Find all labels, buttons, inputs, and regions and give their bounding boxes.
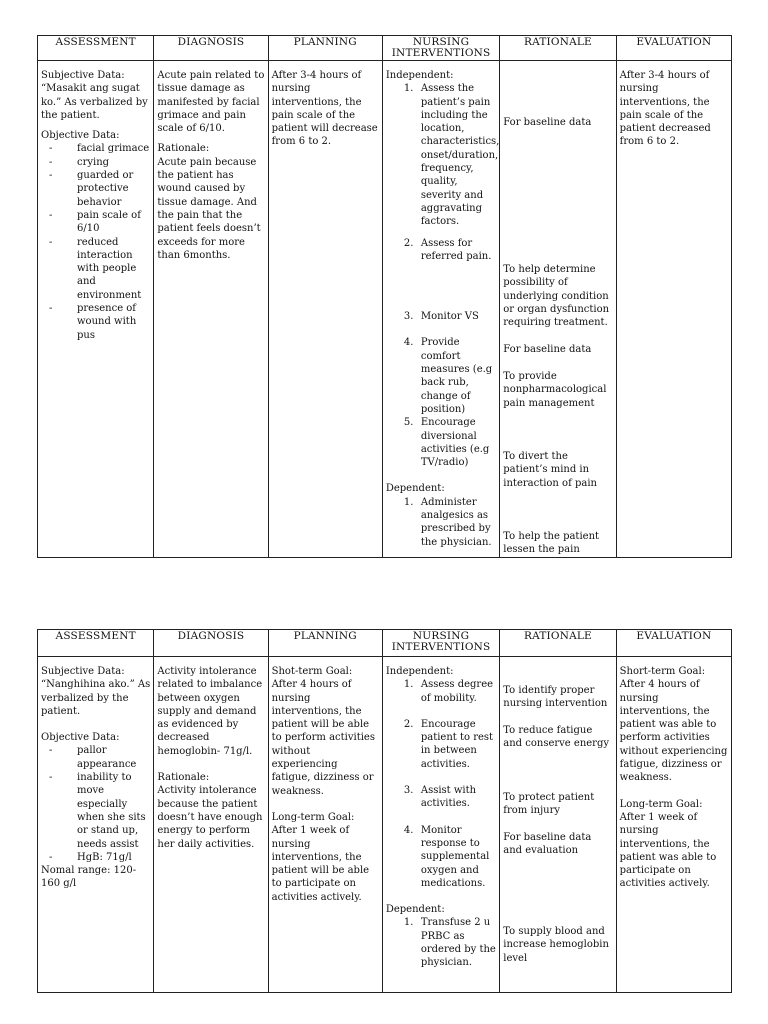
intervention-item: 3. Monitor VS — [403, 311, 479, 323]
rationale-item: To help determine possibility of underlying condition or organ dysfunction requiring treatment. — [503, 264, 610, 329]
header-assessment: ASSESSMENT — [38, 36, 154, 61]
header-row — [38, 36, 732, 61]
header-evaluation: EVALUATION — [616, 630, 731, 657]
diagnosis-rationale-text: Activity intolerance because the patient doesn’t have enough energy to perform her daily activities. — [157, 785, 263, 850]
subjective-text: “Masakit ang sugat ko.” As verbalized by the patient. — [41, 83, 148, 121]
care-plan-table-2 — [37, 629, 732, 993]
rationale-item: To provide nonpharmacological pain management — [503, 371, 607, 409]
evaluation-cell — [616, 657, 731, 993]
header-rationale: RATIONALE — [500, 36, 616, 61]
independent-list — [386, 82, 500, 469]
long-term-goal-label: Long-term Goal: — [619, 798, 703, 810]
long-term-goal-text: After 1 week of nursing interventions, the patient will be able to participate on activities actively. — [271, 825, 370, 903]
objective-item: - reduced interaction with people and environment — [47, 236, 150, 302]
long-term-goal-text: After 1 week of nursing interventions, the patient was able to participate on activities actively. — [619, 811, 717, 890]
planning-cell — [268, 657, 382, 993]
objective-item: - crying — [47, 156, 150, 169]
dependent-label: Dependent: — [385, 483, 445, 495]
independent-list — [386, 678, 496, 890]
objective-item: - guarded or protective behavior — [47, 169, 150, 209]
rationale-label: Rationale: — [157, 143, 210, 155]
subjective-label: Subjective Data: — [41, 70, 125, 81]
objective-list — [41, 744, 150, 864]
assessment-cell — [38, 657, 154, 993]
rationale-cell — [500, 657, 616, 993]
header-nursing-interventions: NURSING INTERVENTIONS — [382, 36, 499, 61]
rationale-item: To help the patient lessen the pain — [503, 531, 600, 556]
rationale-item: For baseline data — [503, 117, 592, 128]
planning-text: After 3-4 hours of nursing interventions, the pain scale of the patient will decrease from 6 to 2. — [271, 70, 378, 148]
rationale-label: Rationale: — [157, 772, 210, 784]
intervention-item: 1. Assess degree of mobility. — [403, 679, 494, 704]
planning-cell — [268, 61, 382, 558]
objective-item: - pain scale of 6/10 — [47, 209, 150, 236]
header-evaluation: EVALUATION — [616, 36, 731, 61]
dependent-list — [386, 496, 496, 549]
header-planning: PLANNING — [268, 36, 382, 61]
objective-label: Objective Data: — [41, 130, 120, 142]
rationale-item: To identify proper nursing intervention — [503, 685, 608, 710]
intervention-item: 4. Provide comfort measures (e.g back rub, change of position) — [403, 337, 493, 415]
evaluation-cell — [616, 61, 731, 558]
objective-item: - pallor appearance — [47, 744, 150, 771]
short-term-goal-text: After 4 hours of nursing interventions, the patient was able to perform activities without experiencing fatigue, dizziness or weakness. — [619, 679, 728, 784]
diagnosis-cell — [154, 61, 268, 558]
diagnosis-rationale-text: Acute pain because the patient has wound caused by tissue damage. And the pain that the patient feels doesn’t exceeds for more than 6months. — [157, 156, 261, 261]
body-row — [38, 657, 732, 993]
intervention-item: 4. Monitor response to supplemental oxygen and medications. — [403, 824, 490, 889]
evaluation-text: After 3-4 hours of nursing interventions, the pain scale of the patient decreased from 6 to 2. — [619, 70, 711, 148]
header-assessment: ASSESSMENT — [38, 630, 154, 657]
rationale-item: To reduce fatigue and conserve energy — [503, 725, 610, 750]
objective-list — [41, 142, 150, 341]
intervention-item: 2. Assess for referred pain. — [403, 237, 492, 262]
objective-item: - facial grimace — [47, 142, 150, 155]
rationale-item: To supply blood and increase hemoglobin level — [503, 926, 609, 964]
header-diagnosis: DIAGNOSIS — [154, 36, 268, 61]
objective-item: - HgB: 71g/l — [47, 851, 150, 864]
rationale-item: To divert the patient’s mind in interaction of pain — [503, 451, 597, 489]
header-planning: PLANNING — [268, 630, 382, 657]
header-nursing-interventions: NURSING INTERVENTIONS — [382, 630, 499, 657]
dependent-label: Dependent: — [385, 904, 445, 916]
independent-label: Independent: — [385, 666, 454, 677]
diagnosis-text: Acute pain related to tissue damage as manifested by facial grimace and pain scale of 6/10. — [157, 70, 265, 135]
dependent-list — [386, 916, 496, 969]
header-row — [38, 630, 732, 657]
intervention-item: 1. Transfuse 2 u PRBC as ordered by the physician. — [403, 917, 496, 969]
intervention-item: 1. Assess the patient’s pain including the location, characteristics, onset/duration, frequency, quality, severity and aggravating factors. — [403, 83, 500, 228]
short-term-goal-text: After 4 hours of nursing interventions, the patient will be able to perform activities without experiencing fatigue, dizziness or weakness. — [271, 679, 375, 797]
objective-item: - presence of wound with pus — [47, 302, 150, 342]
long-term-goal-label: Long-term Goal: — [271, 811, 355, 823]
subjective-text: “Nanghihina ako.” As verbalized by the patient. — [41, 679, 151, 717]
diagnosis-cell — [154, 657, 268, 993]
objective-item: - inability to move especially when she sits or stand up, needs assist — [47, 771, 150, 851]
objective-label: Objective Data: — [41, 732, 120, 744]
assessment-cell — [38, 61, 154, 558]
short-term-goal-label: Shot-term Goal: — [271, 666, 353, 677]
care-plan-table-1 — [37, 35, 732, 558]
rationale-item: To protect patient from injury — [503, 792, 595, 817]
short-term-goal-label: Short-term Goal: — [619, 666, 706, 677]
rationale-item: For baseline data and evaluation — [503, 832, 592, 857]
body-row — [38, 61, 732, 558]
rationale-cell — [500, 61, 616, 558]
intervention-item: 1. Administer analgesics as prescribed by the physician. — [403, 496, 492, 548]
subjective-label: Subjective Data: — [41, 666, 125, 677]
intervention-item: 5. Encourage diversional activities (e.g TV/radio) — [403, 417, 490, 469]
interventions-cell — [382, 61, 499, 558]
header-diagnosis: DIAGNOSIS — [154, 630, 268, 657]
rationale-item: For baseline data — [503, 344, 592, 355]
intervention-item: 2. Encourage patient to rest in between activities. — [403, 718, 494, 770]
intervention-item: 3. Assist with activities. — [403, 785, 477, 810]
independent-label: Independent: — [385, 70, 454, 81]
normal-range: Nomal range: 120-160 g/l — [41, 865, 137, 890]
interventions-cell — [382, 657, 499, 993]
header-rationale: RATIONALE — [500, 630, 616, 657]
diagnosis-text: Activity intolerance related to imbalance between oxygen supply and demand as evidenced by decreased hemoglobin- 71g/l. — [157, 666, 263, 757]
